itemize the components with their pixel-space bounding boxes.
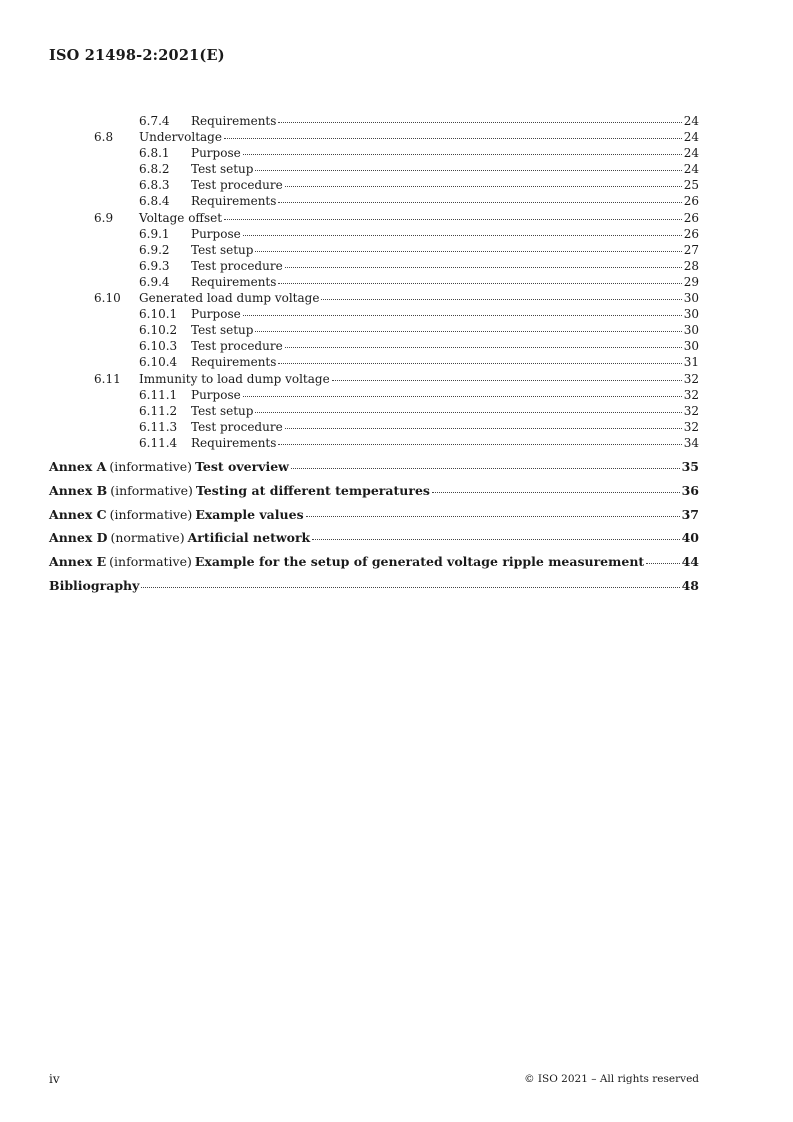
toc-entry[interactable]: [49, 145, 699, 161]
dot-leader: [285, 347, 682, 348]
toc-entry-page: 27: [683, 242, 699, 257]
annex-title: Test overview: [195, 458, 289, 474]
annex-kind: (informative): [109, 554, 192, 570]
toc-entry-number: 6.9: [94, 210, 114, 225]
annex-kind: (informative): [110, 482, 193, 498]
toc-entry-title: Test procedure: [191, 258, 283, 273]
annex-kind: (normative): [110, 530, 185, 546]
annex-title: Example for the setup of generated voltage ripple measurement: [194, 554, 645, 570]
dot-leader: [255, 331, 681, 332]
copyright-notice: © ISO 2021 – All rights reserved: [524, 1073, 699, 1085]
toc-entry-title: Purpose: [191, 387, 241, 402]
dot-leader: [278, 444, 681, 445]
dot-leader: [278, 363, 681, 364]
toc-entry-number: 6.7.4: [139, 114, 170, 128]
toc-entry-title: Purpose: [191, 307, 241, 322]
toc-entry-page: 34: [683, 435, 699, 450]
toc-entry-page: 28: [683, 258, 699, 273]
dot-leader: [306, 516, 680, 517]
toc-entry[interactable]: [49, 177, 699, 193]
annex-label: Annex B: [49, 482, 108, 498]
toc-entry-title: Requirements: [191, 114, 277, 128]
toc-entry-number: 6.8.1: [139, 146, 170, 161]
toc-entry[interactable]: [49, 387, 699, 403]
toc-entry[interactable]: [49, 193, 699, 209]
dot-leader: [278, 122, 681, 123]
dot-leader: [291, 468, 680, 469]
bibliography-page: 48: [681, 577, 699, 593]
toc-entry-page: 24: [683, 114, 699, 128]
toc-entry-number: 6.11.1: [139, 387, 178, 402]
toc-entry-title: Purpose: [191, 146, 241, 161]
toc-entry[interactable]: [49, 226, 699, 242]
toc-entry-title: Requirements: [191, 355, 277, 370]
dot-leader: [285, 186, 682, 187]
bibliography-title: Bibliography: [49, 577, 140, 593]
dot-leader: [321, 299, 681, 300]
toc-entry-number: 6.8: [94, 130, 114, 145]
annex-kind: (informative): [109, 458, 193, 474]
dot-leader: [278, 202, 681, 203]
annex-title: Artificial network: [187, 530, 311, 546]
toc-entry-number: 6.10.1: [139, 307, 178, 322]
dot-leader: [278, 283, 681, 284]
document-id-header: ISO 21498-2:2021(E): [49, 47, 225, 64]
toc-entry[interactable]: [49, 354, 699, 370]
toc-entry-title: Requirements: [191, 274, 277, 289]
toc-entry-title: Undervoltage: [139, 130, 222, 145]
toc-entry[interactable]: [49, 322, 699, 338]
dot-leader: [243, 396, 682, 397]
dot-leader: [243, 235, 682, 236]
toc-annex-b[interactable]: [49, 479, 699, 503]
toc-entry-number: 6.11.4: [139, 435, 178, 450]
annex-page: 37: [681, 506, 699, 522]
annex-page: 40: [681, 530, 699, 546]
toc-entry-number: 6.9.4: [139, 274, 170, 289]
toc-entry-title: Test procedure: [191, 339, 283, 354]
toc-entry-title: Test setup: [191, 323, 254, 338]
toc-annex-a[interactable]: [49, 455, 699, 479]
toc-entry-page: 32: [683, 403, 699, 418]
annex-title: Example values: [195, 506, 304, 522]
toc-entry-title: Test procedure: [191, 178, 283, 193]
toc-entry[interactable]: [49, 274, 699, 290]
toc-entry-number: 6.11: [94, 371, 121, 386]
toc-entry-title: Requirements: [191, 435, 277, 450]
dot-leader: [141, 587, 679, 588]
dot-leader: [646, 563, 679, 564]
annex-label: Annex E: [49, 554, 107, 570]
toc-entry-title: Test procedure: [191, 419, 283, 434]
annex-title: Testing at different temperatures: [195, 482, 430, 498]
toc-entry-page: 30: [683, 307, 699, 322]
dot-leader: [312, 539, 679, 540]
toc-entry[interactable]: [49, 403, 699, 419]
toc-entry-title: Test setup: [191, 403, 254, 418]
toc-entry-page: 30: [683, 339, 699, 354]
toc-entry-number: 6.10: [94, 291, 121, 306]
toc-entry[interactable]: [49, 290, 699, 306]
toc-bibliography[interactable]: [49, 574, 699, 598]
annex-label: Annex D: [49, 530, 108, 546]
dot-leader: [285, 267, 682, 268]
toc-entry-page: 26: [683, 210, 699, 225]
toc-entry-page: 32: [683, 419, 699, 434]
toc-entry-page: 30: [683, 323, 699, 338]
toc-annex-d[interactable]: [49, 526, 699, 550]
toc-entry-page: 29: [683, 274, 699, 289]
toc-entry[interactable]: [49, 338, 699, 354]
toc-entry-title: Purpose: [191, 226, 241, 241]
dot-leader: [255, 412, 681, 413]
toc-entry-page: 25: [683, 178, 699, 193]
toc-entry-title: Immunity to load dump voltage: [139, 371, 330, 386]
toc-entry-title: Voltage offset: [139, 210, 223, 225]
toc-entry-title: Generated load dump voltage: [139, 291, 320, 306]
toc-entry-number: 6.8.2: [139, 162, 170, 177]
toc-entry-page: 32: [683, 371, 699, 386]
toc-entry-page: 31: [683, 355, 699, 370]
annex-label: Annex C: [49, 506, 107, 522]
toc-entry-number: 6.11.3: [139, 419, 178, 434]
annex-label: Annex A: [49, 458, 107, 474]
table-of-contents: [49, 113, 699, 598]
toc-entry[interactable]: [49, 210, 699, 226]
toc-entry-page: 24: [683, 162, 699, 177]
toc-entry-number: 6.10.3: [139, 339, 178, 354]
toc-entry[interactable]: [49, 161, 699, 177]
annex-page: 35: [681, 458, 699, 474]
page-number: iv: [49, 1072, 60, 1086]
dot-leader: [224, 219, 682, 220]
toc-entry-number: 6.9.3: [139, 258, 170, 273]
dot-leader: [332, 380, 682, 381]
dot-leader: [243, 315, 682, 316]
toc-entry[interactable]: [49, 129, 699, 145]
dot-leader: [255, 251, 681, 252]
toc-entry[interactable]: [49, 419, 699, 435]
toc-entry[interactable]: [49, 371, 699, 387]
toc-entry-page: 24: [683, 146, 699, 161]
dot-leader: [255, 170, 681, 171]
dot-leader: [285, 428, 682, 429]
toc-entry-number: 6.10.4: [139, 355, 178, 370]
dot-leader: [224, 138, 682, 139]
toc-annex-e[interactable]: [49, 550, 699, 574]
dot-leader: [432, 492, 680, 493]
dot-leader: [243, 154, 682, 155]
toc-annex-c[interactable]: [49, 503, 699, 527]
toc-entry-number: 6.11.2: [139, 403, 178, 418]
toc-entry-number: 6.8.3: [139, 178, 170, 193]
toc-entry-number: 6.8.4: [139, 194, 170, 209]
toc-entry[interactable]: [49, 435, 699, 451]
toc-entry-page: 24: [683, 130, 699, 145]
toc-entry-number: 6.10.2: [139, 323, 178, 338]
toc-entry[interactable]: [49, 306, 699, 322]
toc-entry-title: Requirements: [191, 194, 277, 209]
toc-entry[interactable]: [49, 242, 699, 258]
toc-entry-number: 6.9.2: [139, 242, 170, 257]
toc-entry-title: Test setup: [191, 242, 254, 257]
annex-page: 36: [681, 482, 699, 498]
toc-entry[interactable]: [49, 258, 699, 274]
toc-entry-title: Test setup: [191, 162, 254, 177]
toc-entry-page: 26: [683, 194, 699, 209]
toc-entry-page: 26: [683, 226, 699, 241]
toc-entry-page: 30: [683, 291, 699, 306]
toc-entry[interactable]: [49, 113, 699, 129]
toc-entry-page: 32: [683, 387, 699, 402]
annex-kind: (informative): [109, 506, 193, 522]
toc-entry-number: 6.9.1: [139, 226, 170, 241]
annex-page: 44: [681, 554, 699, 570]
